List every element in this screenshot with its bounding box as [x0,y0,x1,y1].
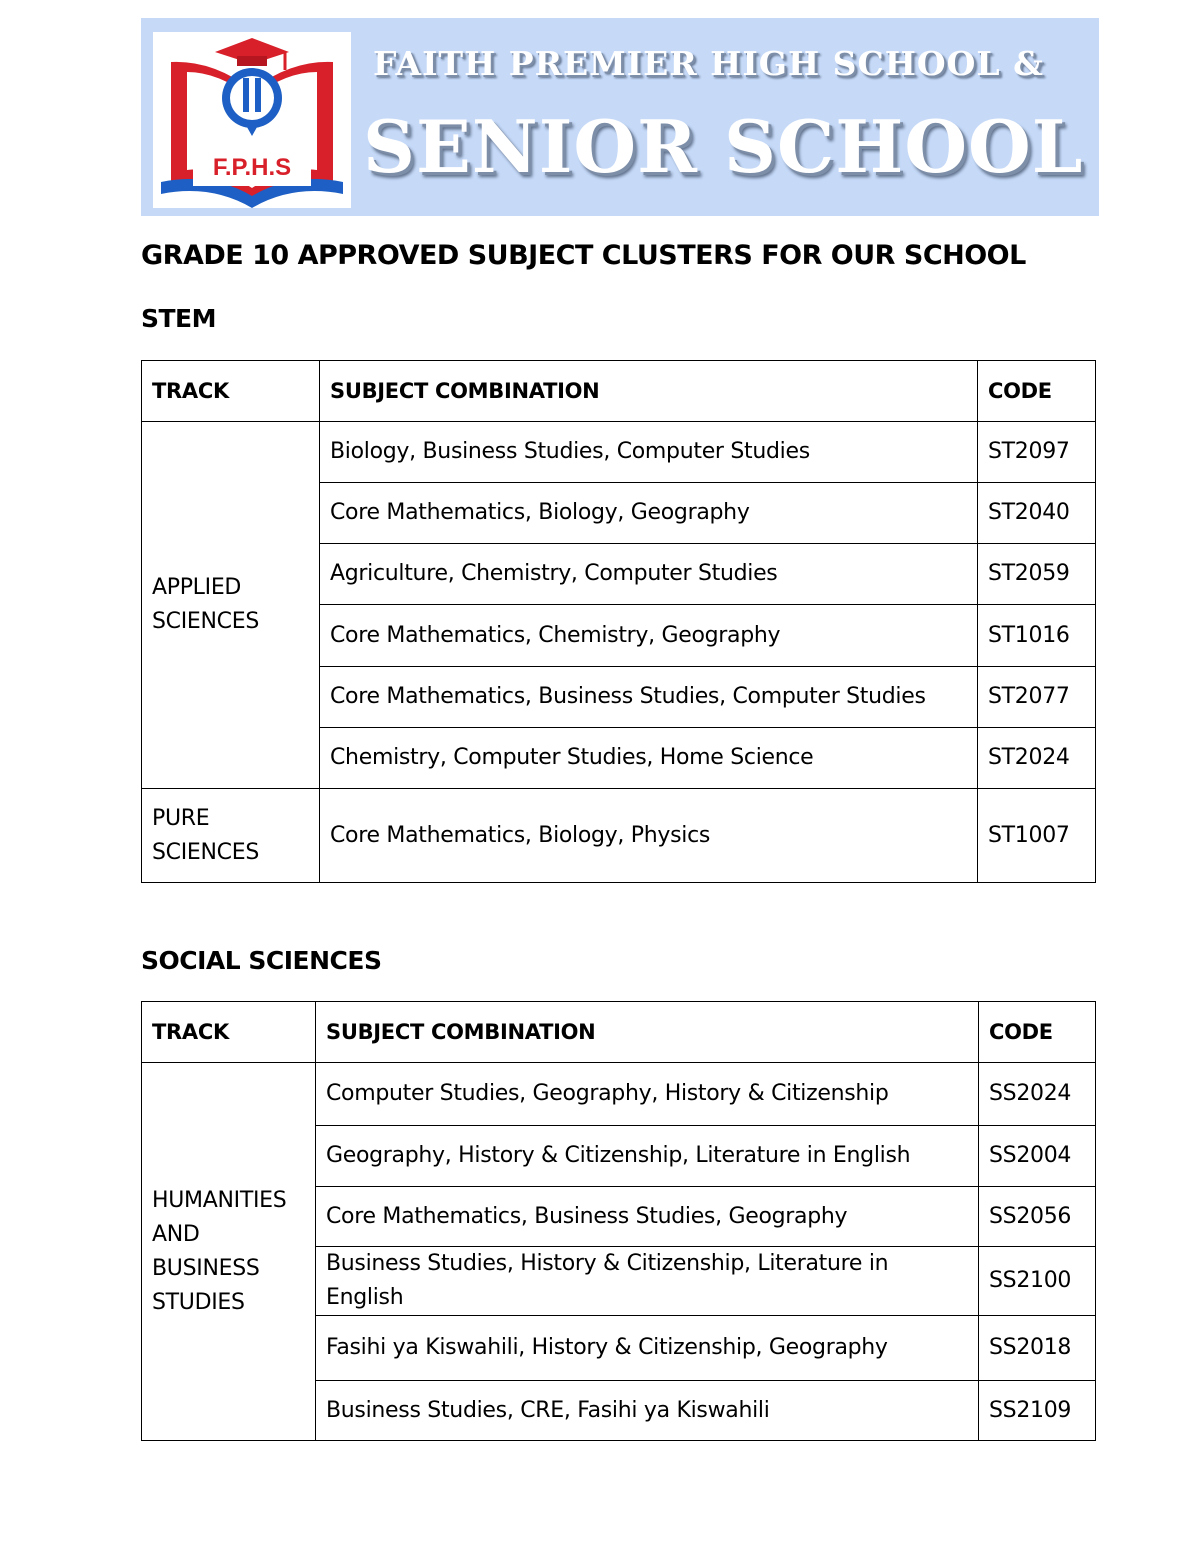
column-header-code: CODE [979,1002,1096,1063]
code-cell: SS2109 [979,1381,1096,1441]
column-header-combination: SUBJECT COMBINATION [320,361,978,422]
code-cell: ST2024 [978,728,1096,789]
track-cell: HUMANITIES AND BUSINESS STUDIES [142,1063,316,1441]
combination-cell: Core Mathematics, Biology, Physics [320,789,978,883]
table-row [142,789,1096,883]
combination-cell: Fasihi ya Kiswahili, History & Citizenship, Geography [316,1316,979,1381]
combination-cell: Business Studies, CRE, Fasihi ya Kiswahili [316,1381,979,1441]
school-name-line1: FAITH PREMIER HIGH SCHOOL & [373,44,1044,83]
table-row [142,422,1096,483]
code-cell: SS2024 [979,1063,1096,1126]
combination-cell: Core Mathematics, Chemistry, Geography [320,605,978,667]
document-title: GRADE 10 APPROVED SUBJECT CLUSTERS FOR OUR SCHOOL [141,240,1026,271]
social-sciences-heading: SOCIAL SCIENCES [141,946,382,975]
combination-cell: Agriculture, Chemistry, Computer Studies [320,544,978,605]
code-cell: SS2018 [979,1316,1096,1381]
stem-table [141,360,1096,883]
code-cell: ST1007 [978,789,1096,883]
combination-cell: Biology, Business Studies, Computer Studies [320,422,978,483]
school-logo [153,32,351,208]
combination-cell: Core Mathematics, Business Studies, Computer Studies [320,667,978,728]
code-cell: ST2097 [978,422,1096,483]
column-header-code: CODE [978,361,1096,422]
code-cell: ST2077 [978,667,1096,728]
code-cell: ST2059 [978,544,1096,605]
social-sciences-table [141,1001,1096,1441]
combination-cell: Computer Studies, Geography, History & Citizenship [316,1063,979,1126]
logo-text: F.P.H.S [212,154,292,181]
combination-cell: Core Mathematics, Biology, Geography [320,483,978,544]
column-header-track: TRACK [142,361,320,422]
column-header-track: TRACK [142,1002,316,1063]
stem-heading: STEM [141,304,217,333]
table-header-row [142,361,1096,422]
track-cell: APPLIED SCIENCES [142,422,320,789]
combination-cell: Geography, History & Citizenship, Literature in English [316,1126,979,1187]
table-header-row [142,1002,1096,1063]
combination-cell: Business Studies, History & Citizenship, Literature in English [316,1247,979,1316]
combination-cell: Chemistry, Computer Studies, Home Science [320,728,978,789]
code-cell: SS2004 [979,1126,1096,1187]
table-row [142,1063,1096,1126]
code-cell: SS2056 [979,1187,1096,1247]
track-cell: PURE SCIENCES [142,789,320,883]
code-cell: ST2040 [978,483,1096,544]
code-cell: SS2100 [979,1247,1096,1316]
school-name-line2: SENIOR SCHOOL [363,104,1084,189]
column-header-combination: SUBJECT COMBINATION [316,1002,979,1063]
combination-cell: Core Mathematics, Business Studies, Geography [316,1187,979,1247]
code-cell: ST1016 [978,605,1096,667]
school-banner [141,18,1099,216]
